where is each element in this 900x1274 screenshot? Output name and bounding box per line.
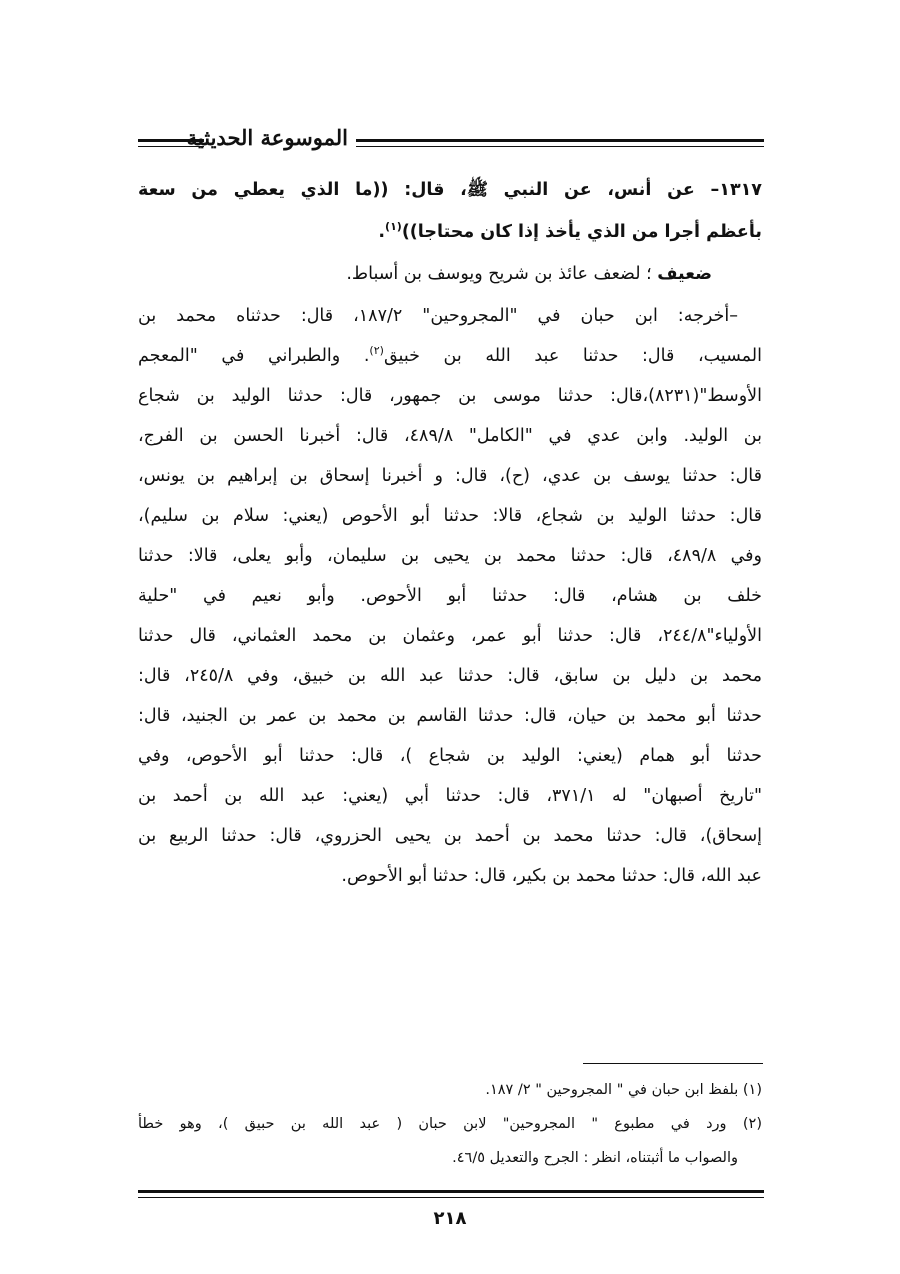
header-rule-right-thin bbox=[356, 146, 764, 147]
body-line-4: بن الوليد. وابن عدي في "الكامل" ٤٨٩/٨، قال: أخبرنا الحسن بن الفرج، bbox=[138, 426, 762, 446]
body-line-1: –أخرجه: ابن حبان في "المجروحين" ١٨٧/٢، قال: حدثناه محمد بن bbox=[138, 306, 738, 326]
hadith-line-2-end: . bbox=[378, 222, 386, 242]
footnote-2-continued: والصواب ما أثبتناه، انظر : الجرح والتعديل ٤٦/٥. bbox=[452, 1150, 738, 1166]
body-line-13: "تاريخ أصبهان" له ٣٧١/١، قال: حدثنا أبي (يعني: عبد الله بن أحمد بن bbox=[138, 786, 762, 806]
body-line-14: إسحاق)، قال: حدثنا محمد بن أحمد بن يحيى الحزروي، قال: حدثنا الربيع بن bbox=[138, 826, 762, 846]
body-line-10: محمد بن دليل بن سابق، قال: حدثنا عبد الله بن خبيق، وفي ٢٤٥/٨، قال: bbox=[138, 666, 762, 686]
footer-rule-thin bbox=[138, 1197, 764, 1198]
body-line-2-tail: . والطبراني في "المعجم bbox=[138, 346, 370, 366]
footnote-1: (١) بلفظ ابن حبان في " المجروحين " ٢/ ١٨٧. bbox=[485, 1082, 762, 1098]
grading-label: ضعيف bbox=[657, 264, 712, 284]
hadith-line-2 bbox=[138, 216, 762, 248]
body-line-3: الأوسط"(٨٢٣١)،قال: حدثنا موسى بن جمهور، قال: حدثنا الوليد بن شجاع bbox=[138, 386, 762, 406]
body-line-15: عبد الله، قال: حدثنا محمد بن بكير، قال: حدثنا أبو الأحوص. bbox=[341, 866, 762, 886]
body-line-6: قال: حدثنا الوليد بن شجاع، قالا: حدثنا أبو الأحوص (يعني: سلام بن سليم)، bbox=[138, 506, 762, 526]
body-line-5: قال: حدثنا يوسف بن عدي، (ح)، قال: و أخبرنا إسحاق بن إبراهيم بن يونس، bbox=[138, 466, 762, 486]
body-line-8: خلف بن هشام، قال: حدثنا أبو الأحوص. وأبو نعيم في "حلية bbox=[138, 586, 762, 606]
header-title: الموسوعة الحديثية bbox=[186, 125, 348, 150]
hadith-line-1: ١٣١٧– عن أنس، عن النبي ﷺ، قال: ((ما الذي يعطي من سعة bbox=[138, 180, 762, 200]
footnote-separator bbox=[583, 1063, 763, 1064]
footnote-2: (٢) ورد في مطبوع " المجروحين" لابن حبان ( عبد الله بن حبيق )، وهو خطأ bbox=[138, 1116, 762, 1132]
grading bbox=[138, 258, 712, 290]
body-line-7: وفي ٤٨٩/٨، قال: حدثنا محمد بن يحيى بن سليمان، وأبو يعلى، قالا: حدثنا bbox=[138, 546, 762, 566]
footer-rule-thick bbox=[138, 1190, 764, 1193]
footnote-ref-2: (٢) bbox=[369, 344, 384, 358]
body-line-9: الأولياء"٢٤٤/٨، قال: حدثنا أبو عمر، وعثمان بن محمد العثماني، قال حدثنا bbox=[138, 626, 762, 646]
body-line-2 bbox=[138, 340, 762, 372]
header-rule-right bbox=[356, 139, 764, 142]
body-line-2-text: المسيب، قال: حدثنا عبد الله بن خبيق bbox=[383, 346, 762, 366]
footnote-ref-1: (١) bbox=[385, 220, 402, 234]
page-number: ٢١٨ bbox=[433, 1208, 467, 1229]
hadith-line-2-text: بأعظم أجرا من الذي يأخذ إذا كان محتاجا)) bbox=[401, 222, 762, 242]
body-line-11: حدثنا أبو محمد بن حيان، قال: حدثنا القاسم بن محمد بن عمر بن الجنيد، قال: bbox=[138, 706, 762, 726]
body-line-12: حدثنا أبو همام (يعني: الوليد بن شجاع )، قال: حدثنا أبو الأحوص، وفي bbox=[138, 746, 762, 766]
grading-text: ؛ لضعف عائذ بن شريح ويوسف بن أسباط. bbox=[346, 264, 658, 284]
